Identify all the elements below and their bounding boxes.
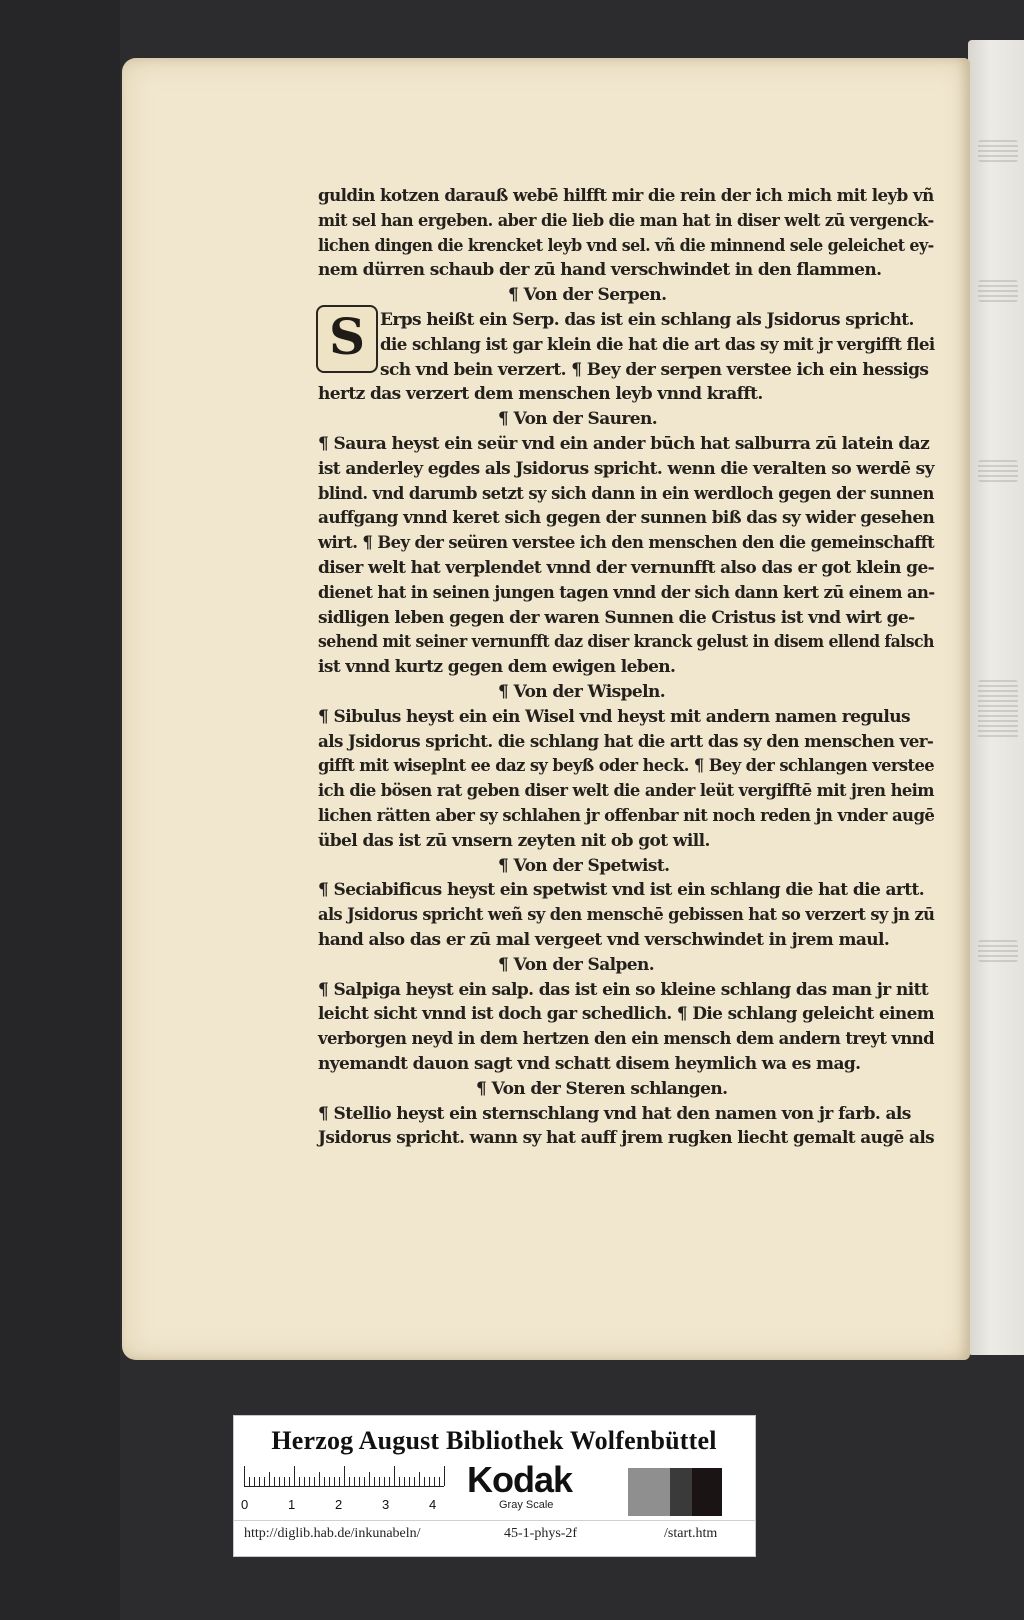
section-heading: ¶ Von der Spetwist.	[498, 856, 670, 876]
section-heading: ¶ Von der Wispeln.	[498, 682, 666, 702]
gray-swatch-mid	[628, 1468, 670, 1516]
text-line: gifft mit wiseplnt ee daz sy beyß oder heck. ¶ Bey der schlangen verstee	[318, 756, 935, 776]
ruler-tick	[244, 1466, 245, 1486]
text-line: hertz das verzert dem menschen leyb vnnd krafft.	[318, 384, 763, 404]
facing-page-edge	[968, 40, 1024, 1355]
text-line: ¶ Seciabificus heyst ein spetwist vnd ist ein schlang die hat die artt.	[318, 880, 925, 900]
text-line: als Jsidorus spricht. die schlang hat die artt das sy den menschen ver‑	[318, 732, 934, 752]
text-line: blind. vnd darumb setzt sy sich dann in ein werdloch gegen der sunnen	[318, 484, 934, 504]
text-line: Erps heißt ein Serp. das ist ein schlang als Jsidorus spricht.	[380, 310, 914, 330]
text-column	[318, 184, 934, 1152]
text-line: ist vnnd kurtz gegen dem ewigen leben.	[318, 657, 676, 677]
text-line: diser welt hat verplendet vnnd der vernunfft also das er got klein ge‑	[318, 558, 935, 578]
ruler-tick	[344, 1466, 345, 1486]
ruler-tick	[264, 1477, 265, 1486]
text-line: ich die bösen rat geben diser welt die ander leüt vergifftē mit jren heim	[318, 781, 934, 801]
ruler-baseline	[244, 1486, 444, 1487]
scanner-background	[0, 0, 120, 1620]
text-line: leicht sicht vnnd ist doch gar schedlich. ¶ Die schlang geleicht einem	[318, 1004, 934, 1024]
ruler-tick	[259, 1477, 260, 1486]
ruler-tick	[434, 1477, 435, 1486]
text-line: die schlang ist gar klein die hat die art das sy mit jr vergifft flei	[380, 335, 935, 355]
library-color-card	[233, 1415, 756, 1557]
ruler-tick	[409, 1477, 410, 1486]
text-line: ¶ Stellio heyst ein sternschlang vnd hat den namen von jr farb. als	[318, 1104, 911, 1124]
text-line: ¶ Salpiga heyst ein salp. das ist ein so kleine schlang das man jr nitt	[318, 980, 929, 1000]
ruler-tick	[339, 1477, 340, 1486]
kodak-logo	[467, 1461, 599, 1511]
gray-swatch-dark	[670, 1468, 692, 1516]
ruler-number: 3	[382, 1497, 390, 1512]
ruler-tick	[364, 1477, 365, 1486]
text-line: als Jsidorus spricht weñ sy den menschē gebissen hat so verzert sy jn zū	[318, 905, 935, 925]
ruler-tick	[324, 1477, 325, 1486]
ruler-tick	[274, 1477, 275, 1486]
ruler-number: 4	[429, 1497, 437, 1512]
measurement-ruler	[241, 1464, 452, 1514]
text-line: sch vnd bein verzert. ¶ Bey der serpen verstee ich ein hessigs	[380, 360, 929, 380]
ruler-tick	[294, 1466, 295, 1486]
ruler-number: 2	[335, 1497, 343, 1512]
bleed-through-mark	[978, 140, 1018, 162]
ruler-tick	[399, 1477, 400, 1486]
text-line: sidligen leben gegen der waren Sunnen die Cristus ist vnd wirt ge‑	[318, 608, 915, 628]
text-line: auffgang vnnd keret sich gegen der sunnen biß das sy wider gesehen	[318, 508, 935, 528]
ruler-tick	[404, 1477, 405, 1486]
ruler-tick	[389, 1477, 390, 1486]
section-heading: ¶ Von der Salpen.	[498, 955, 655, 975]
text-line: guldin kotzen darauß webē hilfft mir die rein der ich mich mit leyb vñ	[318, 186, 934, 206]
text-line: verborgen neyd in dem hertzen den ein mensch dem andern treyt vnnd	[318, 1029, 935, 1049]
text-line: dienet hat in seinen jungen tagen vnnd der sich dann kert zū einem an‑	[318, 583, 935, 603]
text-line: lichen dingen die krencket leyb vnd sel. vñ die minnend sele geleichet ey‑	[318, 236, 934, 256]
text-line: ¶ Sibulus heyst ein ein Wisel vnd heyst mit andern namen regulus	[318, 707, 910, 727]
ruler-tick	[279, 1477, 280, 1486]
ruler-tick	[354, 1477, 355, 1486]
card-divider	[234, 1520, 755, 1521]
text-line: nyemandt dauon sagt vnd schatt disem heymlich wa es mag.	[318, 1054, 861, 1074]
gray-scale-label: Gray Scale	[499, 1499, 554, 1511]
text-line: wirt. ¶ Bey der seüren verstee ich den menschen den die gemeinschafft	[318, 533, 935, 553]
digital-library-url: http://diglib.hab.de/inkunabeln/	[244, 1526, 421, 1541]
text-line: sehend mit seiner vernunfft daz diser kranck gelust in disem ellend falsch	[318, 632, 934, 652]
text-line: lichen rätten aber sy schlahen jr offenbar nit noch reden jn vnder augē	[318, 806, 935, 826]
section-heading: ¶ Von der Serpen.	[508, 285, 667, 305]
ruler-tick	[299, 1477, 300, 1486]
text-line: ¶ Saura heyst ein seür vnd ein ander būch hat salburra zū latein daz	[318, 434, 930, 454]
library-name: Herzog August Bibliothek Wolfenbüttel	[271, 1426, 717, 1455]
kodak-wordmark: Kodak	[467, 1459, 573, 1500]
ruler-tick	[429, 1477, 430, 1486]
ruler-tick	[394, 1466, 395, 1486]
ruler-tick	[424, 1477, 425, 1486]
start-path: /start.htm	[664, 1526, 718, 1541]
ruler-number: 0	[241, 1497, 249, 1512]
ruler-tick	[359, 1477, 360, 1486]
ruler-tick	[334, 1477, 335, 1486]
ruler-tick	[329, 1477, 330, 1486]
text-line: Jsidorus spricht. wann sy hat auff jrem rugken liecht gemalt augē als	[318, 1128, 935, 1148]
bleed-through-mark	[978, 280, 1018, 302]
ruler-tick	[249, 1477, 250, 1486]
ruler-tick	[349, 1477, 350, 1486]
section-heading: ¶ Von der Steren schlangen.	[476, 1079, 728, 1099]
section-heading: ¶ Von der Sauren.	[498, 409, 658, 429]
ruler-tick	[439, 1477, 440, 1486]
ruler-tick	[379, 1477, 380, 1486]
ruler-tick	[419, 1472, 420, 1486]
ruler-tick	[254, 1477, 255, 1486]
ruler-tick	[289, 1477, 290, 1486]
ruler-tick	[319, 1472, 320, 1486]
text-line: ist anderley egdes als Jsidorus spricht. wenn die veralten so werdē sy	[318, 459, 934, 479]
bleed-through-mark	[978, 460, 1018, 482]
ruler-tick	[314, 1477, 315, 1486]
bleed-through-mark	[978, 940, 1018, 962]
ruler-tick	[309, 1477, 310, 1486]
ruler-tick	[374, 1477, 375, 1486]
shelf-id: 45-1-phys-2f	[504, 1526, 578, 1541]
ruler-tick	[284, 1477, 285, 1486]
ruler-tick	[369, 1472, 370, 1486]
ruler-tick	[304, 1477, 305, 1486]
text-line: hand also das er zū mal vergeet vnd verschwindet in jrem maul.	[318, 930, 890, 950]
gray-swatch-black	[692, 1468, 722, 1516]
ruler-tick	[384, 1477, 385, 1486]
bleed-through-mark	[978, 680, 1018, 740]
decorated-initial: S	[316, 305, 378, 373]
ruler-tick	[414, 1477, 415, 1486]
text-line: übel das ist zū vnsern zeyten nit ob got will.	[318, 831, 710, 851]
ruler-number: 1	[288, 1497, 296, 1512]
ruler-tick	[269, 1472, 270, 1486]
text-line: mit sel han ergeben. aber die lieb die man hat in diser welt zū vergenck‑	[318, 211, 934, 231]
ruler-tick	[444, 1466, 445, 1486]
text-line: nem dürren schaub der zū hand verschwindet in den flammen.	[318, 260, 882, 280]
